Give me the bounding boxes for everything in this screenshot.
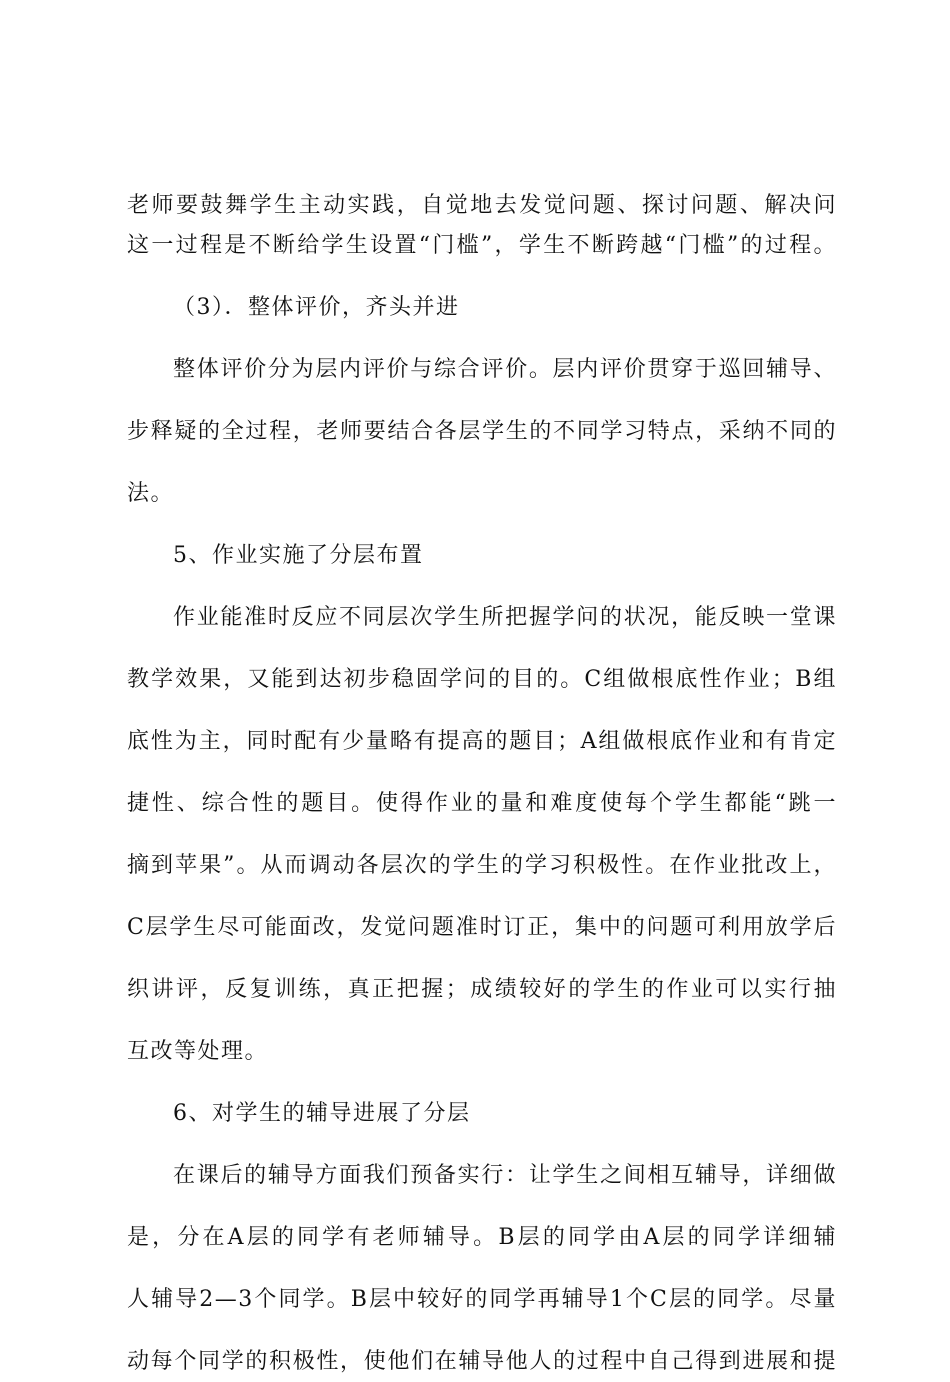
text-line: 老师要鼓舞学生主动实践，自觉地去发觉问题、探讨问题、解决问 [127, 193, 837, 218]
text-line: 摘到苹果”。从而调动各层次的学生的学习积极性。在作业批改上， [127, 853, 837, 878]
section-heading: 5、作业实施了分层布置 [173, 543, 424, 568]
text-line: 步释疑的全过程，老师要结合各层学生的不同学习特点，采纳不同的 [127, 419, 837, 444]
section-heading: 6、对学生的辅导进展了分层 [173, 1101, 471, 1126]
text-line: 这一过程是不断给学生设置“门槛”，学生不断跨越“门槛”的过程。 [127, 233, 837, 258]
text-line: 在课后的辅导方面我们预备实行：让学生之间相互辅导，详细做 [173, 1163, 837, 1188]
text-line: C层学生尽可能面改，发觉问题准时订正，集中的问题可利用放学后 [127, 915, 837, 940]
text-line: 动每个同学的积极性，使他们在辅导他人的过程中自己得到进展和提 [127, 1349, 837, 1374]
document-body [127, 186, 837, 1382]
text-line: 织讲评，反复训练，真正把握；成绩较好的学生的作业可以实行抽 [127, 977, 837, 1002]
section-heading: （3）．整体评价，齐头并进 [173, 295, 460, 320]
text-line: 整体评价分为层内评价与综合评价。层内评价贯穿于巡回辅导、 [173, 357, 837, 382]
text-line: 是，分在A层的同学有老师辅导。B层的同学由A层的同学详细辅 [127, 1225, 837, 1250]
text-line: 法。 [127, 481, 175, 506]
text-line: 互改等处理。 [127, 1039, 269, 1064]
text-line: 教学效果，又能到达初步稳固学问的目的。C组做根底性作业；B组 [127, 667, 837, 692]
text-line: 作业能准时反应不同层次学生所把握学问的状况，能反映一堂课 [173, 605, 837, 630]
text-line: 人辅导2—3个同学。B层中较好的同学再辅导1个C层的同学。尽量 [127, 1287, 837, 1312]
text-line: 捷性、综合性的题目。使得作业的量和难度使每个学生都能“跳一 [127, 791, 837, 816]
text-line: 底性为主，同时配有少量略有提高的题目；A组做根底作业和有肯定 [127, 729, 837, 754]
